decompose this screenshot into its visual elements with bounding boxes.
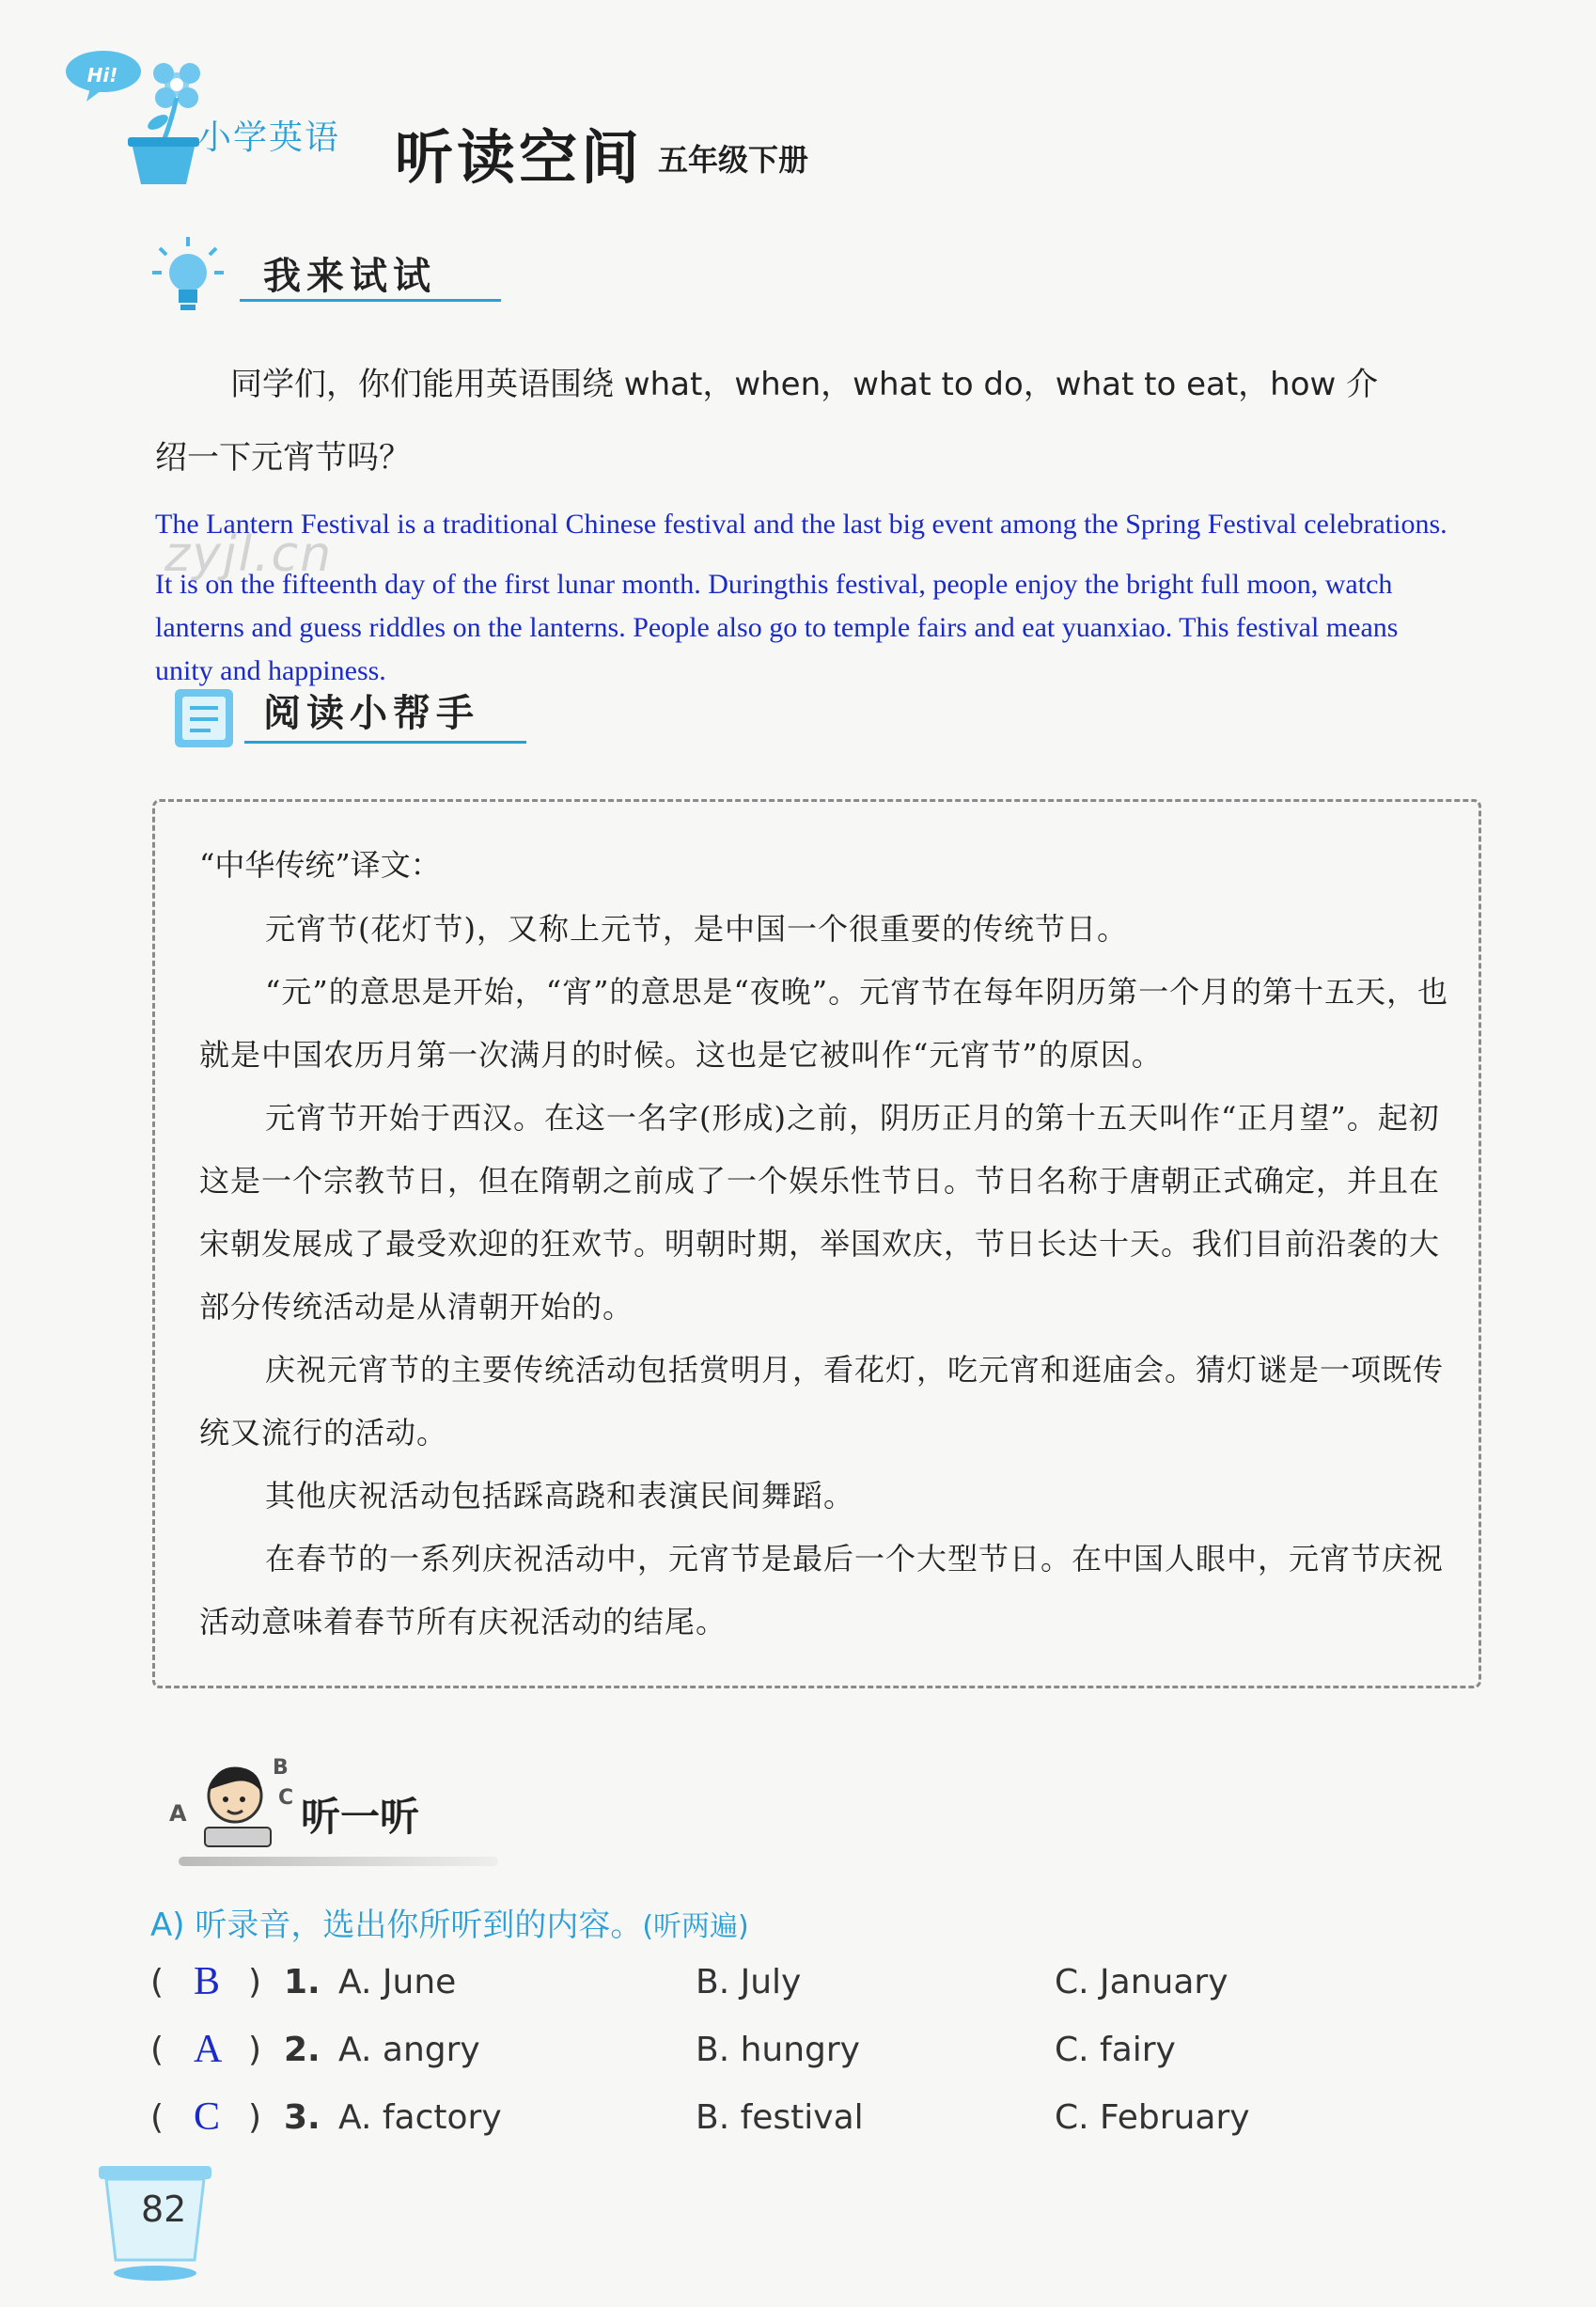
paren-close: ) xyxy=(248,1963,262,2001)
reading-paragraph xyxy=(199,1465,1449,1528)
option-b: B. hungry xyxy=(696,2031,860,2069)
answer-line: It is on the fifteenth day of the first lunar month. Duringthis festival, people enjoy the bright full moon, watch xyxy=(155,569,1393,600)
paren-open: ( xyxy=(150,2098,164,2137)
series-name-small: 小学英语 xyxy=(197,118,341,157)
option-a: A. June xyxy=(338,1963,457,2001)
header xyxy=(0,0,1596,207)
page-number: 82 xyxy=(141,2189,187,2230)
reading-paragraph-text: 元宵节开始于西汉。在这一名字(形成)之前，阴历正月的第十五天叫作“正月望”。起初这是一个宗教节日，但在隋朝之前成了一个娱乐性节日。节日名称于唐朝正式确定，并且在宋朝发展成了最受欢迎的狂欢节。明朝时期，举国欢庆，节日长达十天。我们目前沿袭的大部分传统活动是从清朝开始的。 xyxy=(199,1100,1441,1325)
answer-choice[interactable]: B xyxy=(194,1960,221,2003)
question-number: 2. xyxy=(284,2031,321,2069)
option-a: A. factory xyxy=(338,2098,502,2137)
section-try-header xyxy=(150,226,508,320)
try-prompt-line2: 绍一下元宵节吗？ xyxy=(155,439,411,477)
reading-paragraph xyxy=(199,898,1449,961)
section-reading-title: 阅读小帮手 xyxy=(263,692,479,735)
light-bulb-icon xyxy=(150,235,226,320)
section-reading-header xyxy=(169,672,564,766)
answer-choice[interactable]: C xyxy=(194,2095,221,2139)
option-c: C. January xyxy=(1055,1963,1228,2001)
reading-paragraph-text: 庆祝元宵节的主要传统活动包括赏明月，看花灯，吃元宵和逛庙会。猜灯谜是一项既传统又流行的活动。 xyxy=(199,1352,1445,1451)
task-a-note: (听两遍) xyxy=(642,1910,749,1943)
question-number: 1. xyxy=(284,1963,321,2001)
reading-paragraph xyxy=(199,1528,1449,1654)
section-listen-underline xyxy=(179,1857,498,1866)
answer-line: unity and happiness. xyxy=(155,655,386,686)
task-a-instruction xyxy=(150,1899,749,1945)
paren-open: ( xyxy=(150,2031,164,2069)
task-a-text: A) 听录音，选出你所听到的内容。 xyxy=(150,1907,643,1944)
section-listen-title: 听一听 xyxy=(301,1794,420,1840)
answer-line: lanterns and guess riddles on the lanterns. People also go to temple fairs and eat yuanxiao. This festival means xyxy=(155,612,1399,643)
paren-open: ( xyxy=(150,1963,164,2001)
reading-paragraph-text: 在春节的一系列庆祝活动中，元宵节是最后一个大型节日。在中国人眼中，元宵节庆祝活动意味着春节所有庆祝活动的结尾。 xyxy=(199,1541,1445,1640)
watermark: zyjl.cn xyxy=(164,526,334,583)
option-a: A. angry xyxy=(338,2031,480,2069)
handwritten-answer xyxy=(155,503,1556,693)
try-prompt xyxy=(155,348,1490,494)
section-reading-underline xyxy=(244,741,526,744)
grade-label: 五年级下册 xyxy=(658,142,809,178)
section-try-underline xyxy=(240,299,501,302)
abc-letter: C xyxy=(278,1786,294,1810)
question-number: 3. xyxy=(284,2098,321,2137)
reading-paragraph-text: 元宵节(花灯节)，又称上元节，是中国一个很重要的传统节日。 xyxy=(265,911,1128,947)
question-row xyxy=(150,1960,1466,2019)
series-name-big: 听读空间 xyxy=(395,123,644,192)
paren-close: ) xyxy=(248,2098,262,2137)
option-b: B. festival xyxy=(696,2098,864,2137)
answer-line: The Lantern Festival is a traditional Chinese festival and the last big event among the Spring Festival celebrations. xyxy=(155,509,1447,540)
answer-choice[interactable]: A xyxy=(194,2028,223,2071)
section-try-title: 我来试试 xyxy=(263,255,436,298)
reading-paragraph xyxy=(199,1087,1449,1339)
reading-paragraph-text: 其他庆祝活动包括踩高跷和表演民间舞蹈。 xyxy=(265,1478,855,1514)
reading-paragraph xyxy=(199,1339,1449,1465)
abc-letter: B xyxy=(273,1756,289,1780)
try-prompt-line1: 同学们，你们能用英语围绕 what，when，what to do，what to eat，how 介 xyxy=(230,366,1379,403)
paren-close: ) xyxy=(248,2031,262,2069)
question-row xyxy=(150,2028,1466,2087)
question-row xyxy=(150,2095,1466,2155)
hi-badge-text: Hi! xyxy=(86,64,118,86)
abc-letter: A xyxy=(169,1800,187,1827)
flower-pot-icon xyxy=(122,56,207,188)
book-icon xyxy=(169,682,244,757)
option-c: C. fairy xyxy=(1055,2031,1176,2069)
option-c: C. February xyxy=(1055,2098,1250,2137)
reading-paragraph-text: “元”的意思是开始，“宵”的意思是“夜晚”。元宵节在每年阴历第一个月的第十五天，也就是中国农历月第一次满月的时候。这也是它被叫作“元宵节”的原因。 xyxy=(199,974,1449,1073)
reading-heading: “中华传统”译文： xyxy=(199,847,441,883)
reading-paragraph xyxy=(199,961,1449,1087)
option-b: B. July xyxy=(696,1963,802,2001)
